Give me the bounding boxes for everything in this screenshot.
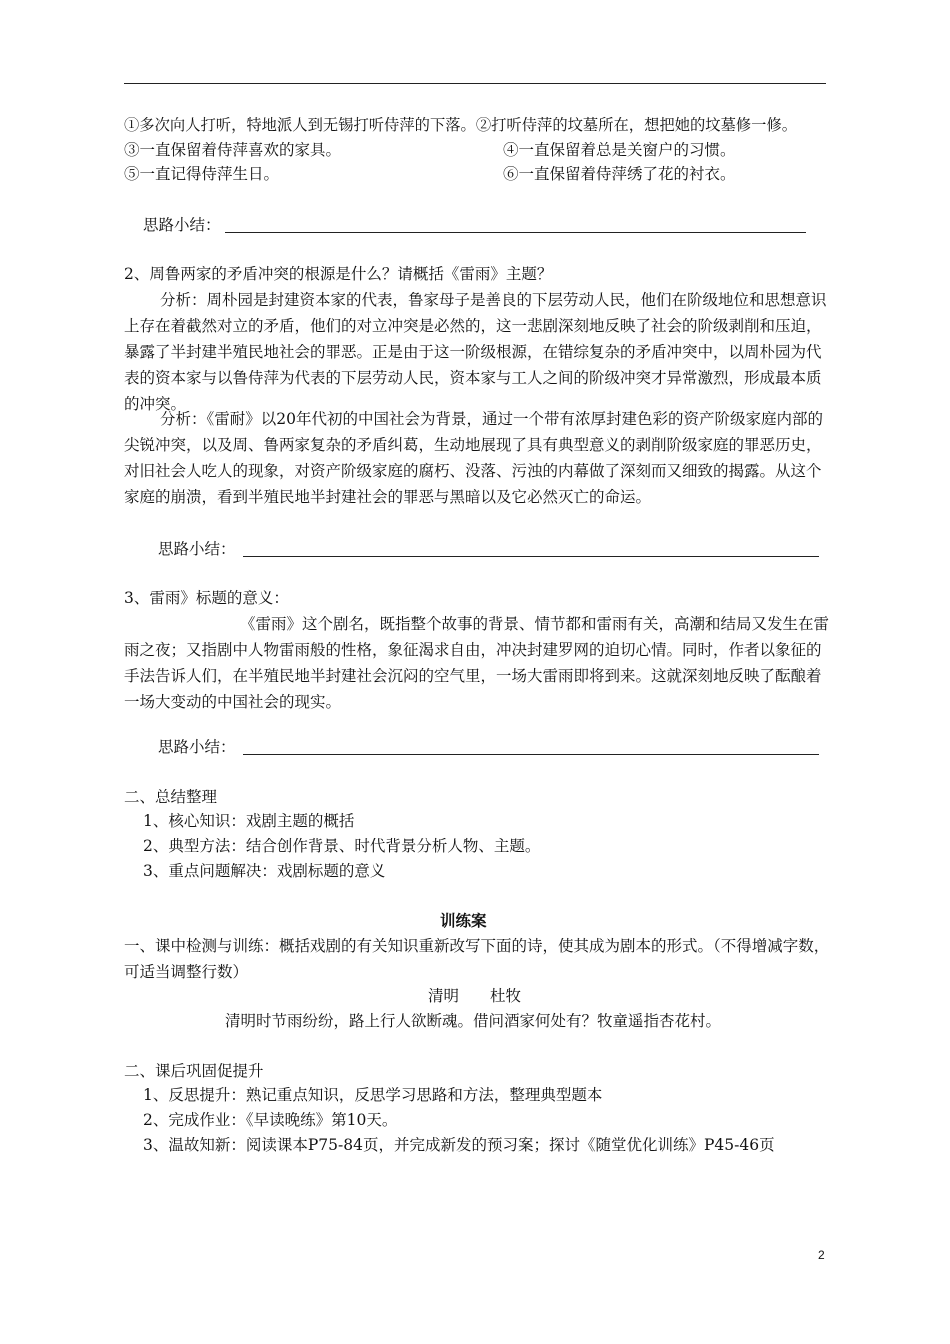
training-task: 一、课中检测与训练：概括戏剧的有关知识重新改写下面的诗，使其成为剧本的形式。（不得增减字数，可适当调整行数） (124, 937, 830, 981)
q1-option-3: ③一直保留着侍萍喜欢的家具。 (124, 141, 342, 159)
after-class-item: 1、反思提升：熟记重点知识，反思学习思路和方法，整理典型题本 (143, 1086, 603, 1104)
q2-question: 2、周鲁两家的矛盾冲突的根源是什么？请概括《雷雨》主题？ (124, 265, 553, 283)
q1-option-6: ⑥一直保留着侍萍绣了花的衬衣。 (503, 165, 736, 183)
answer-blank-2[interactable] (243, 556, 819, 557)
q1-option-5: ⑤一直记得侍萍生日。 (124, 165, 280, 183)
after-class-heading: 二、课后巩固促提升 (124, 1062, 264, 1080)
header-rule (124, 83, 826, 84)
q1-option-4: ④一直保留着总是关窗户的习惯。 (503, 141, 736, 159)
q3-question: 3、雷雨》标题的意义： (124, 589, 289, 607)
summary-section-heading: 二、总结整理 (124, 788, 218, 806)
training-title: 训练案 (440, 911, 487, 930)
answer-blank-3[interactable] (243, 754, 819, 755)
summary-label-3: 思路小结： (158, 738, 236, 756)
answer-blank-1[interactable] (225, 232, 806, 233)
summary-label-1: 思路小结： (143, 216, 221, 234)
page-number: 2 (818, 1248, 825, 1262)
q3-answer: 《雷雨》这个剧名，既指整个故事的背景、情节都和雷雨有关，高潮和结局又发生在雷雨之夜；又指剧中人物雷雨般的性格，象征渴求自由，冲决封建罗网的迫切心情。同时，作者以象征的手法告诉人们，在半殖民地半封建社会沉闷的空气里，一场大雷雨即将到来。这就深刻地反映了酝酿着一场大变动的中国社会的现实。 (124, 615, 830, 711)
summary-item: 3、重点问题解决：戏剧标题的意义 (143, 862, 386, 880)
q2-analysis-1: 分析：周朴园是封建资本家的代表，鲁家母子是善良的下层劳动人民，他们在阶级地位和思想意识上存在着截然对立的矛盾，他们的对立冲突是必然的，这一悲剧深刻地反映了社会的阶级剥削和压迫，暴露了半封建半殖民地社会的罪恶。正是由于这一阶级根源，在错综复杂的矛盾冲突中，以周朴园为代表的资本家与以鲁侍萍为代表的下层劳动人民，资本家与工人之间的阶级冲突才异常激烈，形成最本质的冲突。 (124, 291, 827, 413)
after-class-item: 3、温故知新：阅读课本P75-84页，并完成新发的预习案；探讨《随堂优化训练》P45-46页 (143, 1136, 775, 1154)
poem-title: 清明 杜牧 (428, 987, 522, 1005)
q1-options-row1: ①多次向人打听，特地派人到无锡打听侍萍的下落。②打听侍萍的坟墓所在，想把她的坟墓修一修。 (124, 116, 798, 134)
summary-label-2: 思路小结： (158, 540, 236, 558)
after-class-item: 2、完成作业：《早读晚练》第10天。 (143, 1111, 398, 1129)
summary-item: 2、典型方法：结合创作背景、时代背景分析人物、主题。 (143, 837, 541, 855)
summary-item: 1、核心知识：戏剧主题的概括 (143, 812, 355, 830)
q2-analysis-2: 分析：《雷耐》以20年代初的中国社会为背景，通过一个带有浓厚封建色彩的资产阶级家庭内部的尖锐冲突，以及周、鲁两家复杂的矛盾纠葛，生动地展现了具有典型意义的剥削阶级家庭的罪恶历史，对旧社会人吃人的现象，对资产阶级家庭的腐朽、没落、污浊的内幕做了深刻而又细致的揭露。从这个家庭的崩溃，看到半殖民地半封建社会的罪恶与黑暗以及它必然灭亡的命运。 (124, 410, 823, 506)
poem-text: 清明时节雨纷纷，路上行人欲断魂。借问酒家何处有？牧童遥指杏花村。 (225, 1012, 722, 1030)
